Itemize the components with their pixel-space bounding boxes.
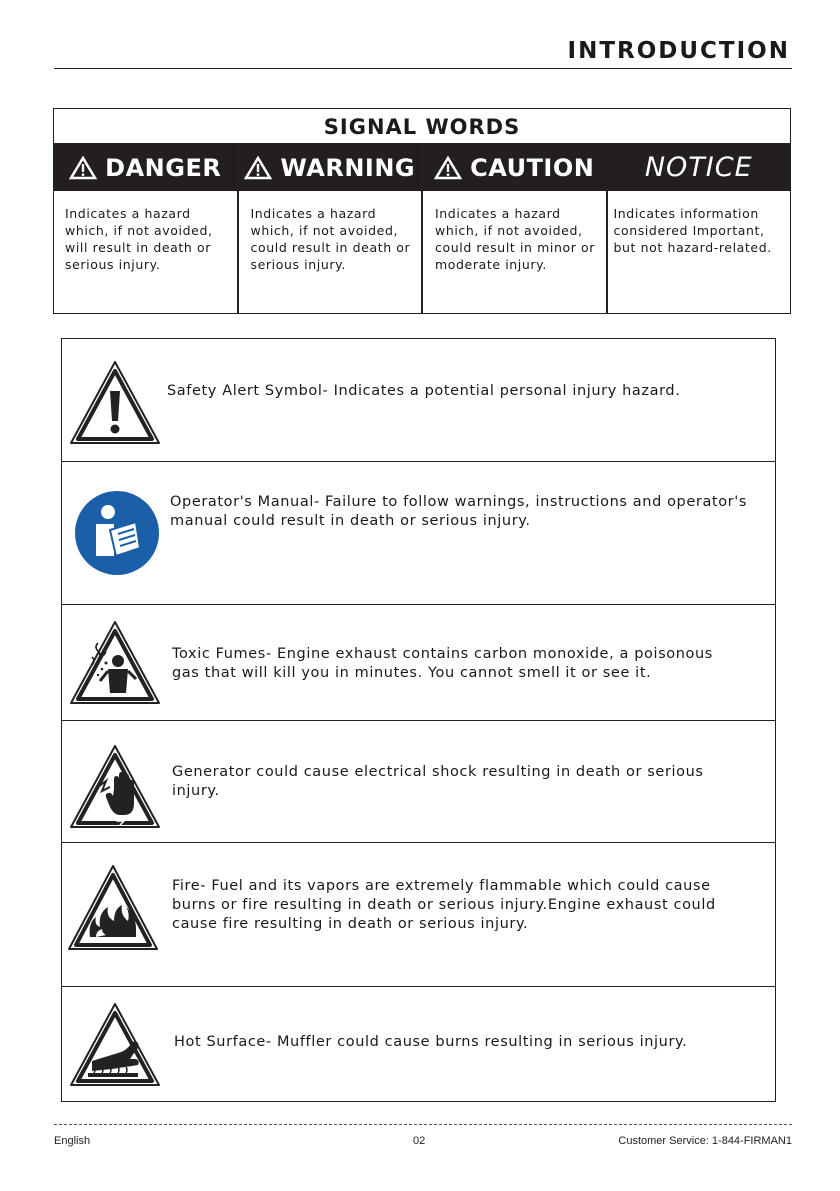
- warning-triangle-icon: [244, 156, 272, 180]
- operators-manual-icon: [74, 490, 160, 576]
- safety-symbols-table: [61, 338, 776, 1102]
- hot-surface-icon: [68, 1001, 162, 1089]
- signal-words-table: [53, 108, 791, 314]
- symbol-description: Safety Alert Symbol- Indicates a potential personal injury hazard.: [167, 383, 681, 399]
- symbol-row: [62, 462, 775, 605]
- page-title: INTRODUCTION: [567, 38, 790, 64]
- footer-page-number: 02: [413, 1135, 426, 1147]
- signal-word-description: Indicates a hazard which, if not avoided, could result in minor or moderate injury.: [435, 206, 596, 272]
- warning-triangle-icon: [434, 156, 462, 180]
- symbol-row: [62, 721, 775, 843]
- signal-word-notice: [608, 144, 791, 314]
- symbol-row: [62, 843, 775, 987]
- toxic-fumes-icon: [68, 619, 162, 707]
- signal-word-label: DANGER: [105, 153, 222, 182]
- electric-shock-icon: [68, 743, 162, 831]
- warning-triangle-icon: [69, 156, 97, 180]
- footer-customer-service: Customer Service: 1-844-FIRMAN1: [618, 1135, 792, 1147]
- signal-word-description: Indicates a hazard which, if not avoided, will result in death or serious injury.: [65, 206, 213, 272]
- symbol-description: Generator could cause electrical shock resulting in death or serious injury.: [172, 764, 704, 799]
- symbol-description: Toxic Fumes- Engine exhaust contains carbon monoxide, a poisonous gas that will kill you in minutes. You cannot smell it or see it.: [172, 646, 713, 681]
- signal-word-description: Indicates a hazard which, if not avoided, could result in death or serious injury.: [250, 206, 411, 272]
- signal-word-label: CAUTION: [470, 153, 595, 182]
- symbol-row: [62, 339, 775, 462]
- signal-word-description: Indicates information considered Important, but not hazard-related.: [613, 206, 772, 255]
- signal-word-label: NOTICE: [644, 152, 753, 183]
- symbol-row: [62, 987, 775, 1103]
- symbol-description: Hot Surface- Muffler could cause burns resulting in serious injury.: [174, 1034, 688, 1050]
- symbol-description: Fire- Fuel and its vapors are extremely flammable which could cause burns or fire resulting in death or serious injury.Engine exhaust could cause fire resulting in death or serious injury.: [172, 878, 716, 932]
- header-divider: [54, 68, 792, 69]
- footer-language: English: [54, 1135, 91, 1147]
- safety-alert-icon: [68, 359, 162, 447]
- symbol-description: Operator's Manual- Failure to follow warnings, instructions and operator's manual could result in death or serious injury.: [170, 494, 747, 529]
- signal-word-label: WARNING: [280, 153, 416, 182]
- signal-word-danger: [54, 144, 239, 314]
- signal-words-title: SIGNAL WORDS: [54, 109, 790, 144]
- signal-word-caution: [423, 144, 608, 314]
- fire-icon: [66, 863, 160, 953]
- footer-divider: [54, 1124, 792, 1125]
- signal-word-warning: [239, 144, 424, 314]
- symbol-row: [62, 605, 775, 721]
